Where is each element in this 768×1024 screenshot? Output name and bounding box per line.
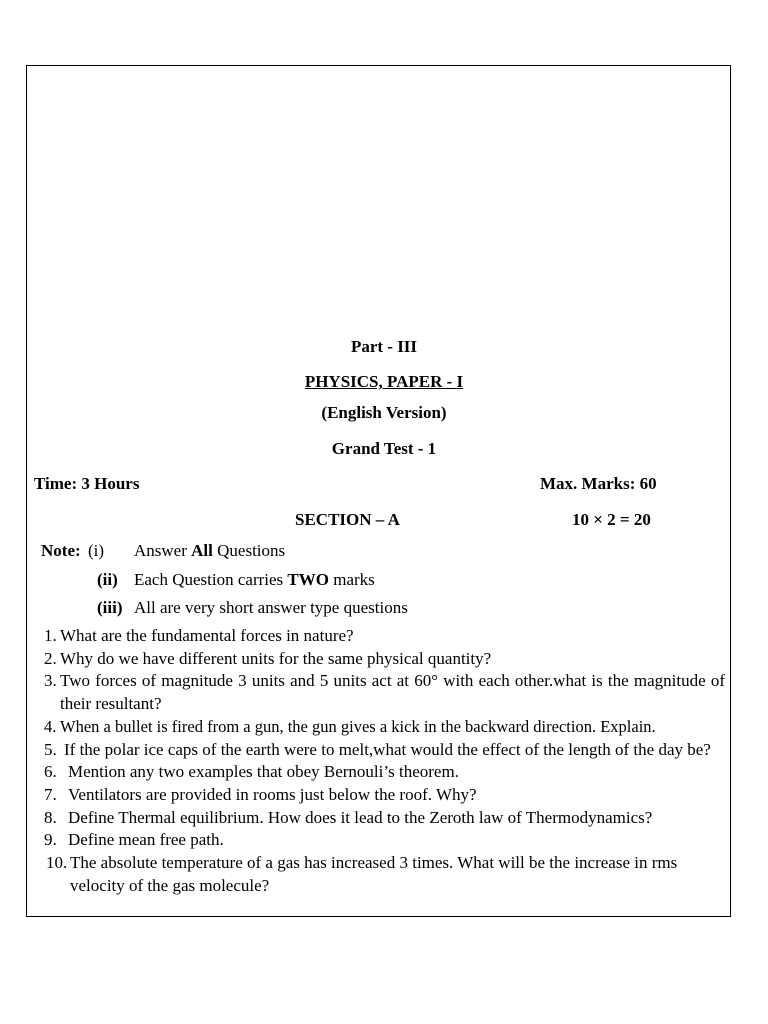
part-heading: Part - III [350, 337, 418, 356]
question-text: Two forces of magnitude 3 units and 5 units act at 60° with each other.what is the magnitude of their resultant? [60, 671, 725, 714]
note-item-2-num: (ii) [97, 570, 118, 589]
question-text: Define Thermal equilibrium. How does it lead to the Zeroth law of Thermodynamics? [68, 807, 653, 827]
note-item-1-pre: Answer [134, 541, 192, 560]
question-item [44, 716, 725, 739]
note-item-1-num: (i) [88, 541, 105, 560]
question-item [44, 829, 725, 852]
question-number: 1. [44, 626, 57, 645]
note-item-3-pre: All are very short answer type questions [134, 598, 408, 617]
section-marks: 10 × 2 = 20 [572, 510, 651, 529]
paper-heading: PHYSICS, PAPER - I [304, 372, 464, 391]
question-list [44, 625, 725, 897]
test-heading: Grand Test - 1 [331, 439, 437, 458]
version-heading: (English Version) [321, 403, 447, 422]
question-number: 8. [44, 807, 57, 827]
note-item-3 [134, 598, 408, 618]
question-text: Ventilators are provided in rooms just below the roof. Why? [68, 784, 477, 804]
question-item [44, 625, 725, 648]
question-text: The absolute temperature of a gas has increased 3 times. What will be the increase in rms velocity of the gas molecule? [70, 853, 678, 895]
question-text: Mention any two examples that obey Bernouli’s theorem. [68, 762, 459, 782]
question-text: If the polar ice caps of the earth were to melt,what would the effect of the length of the day be? [64, 739, 711, 759]
note-item-1 [134, 541, 285, 561]
question-item [44, 784, 725, 807]
section-heading: SECTION – A [295, 510, 400, 529]
note-label: Note: [41, 541, 81, 560]
note-item-1-post: Questions [212, 541, 286, 560]
question-text: Why do we have different units for the same physical quantity? [60, 648, 492, 668]
max-marks-label: Max. Marks: 60 [540, 474, 657, 493]
question-item [44, 739, 725, 762]
time-label: Time: 3 Hours [34, 474, 140, 493]
question-number: 3. [44, 671, 57, 691]
question-item [44, 761, 725, 784]
question-item [46, 852, 725, 897]
paper-heading-wrap [0, 372, 768, 392]
question-text: When a bullet is fired from a gun, the gun gives a kick in the backward direction. Explain. [60, 716, 656, 736]
question-number: 5. [44, 739, 57, 759]
note-item-2-post: marks [328, 570, 375, 589]
question-number: 4. [44, 716, 57, 736]
question-number: 10. [46, 853, 68, 873]
question-number: 7. [44, 784, 57, 804]
question-item [44, 648, 725, 671]
note-item-2-pre: Each Question carries [134, 570, 288, 589]
question-text: Define mean free path. [68, 830, 224, 850]
question-number: 6. [44, 762, 57, 782]
question-text: What are the fundamental forces in nature? [60, 626, 354, 645]
note-item-1-bold: All [191, 541, 213, 560]
note-item-2-bold: TWO [287, 570, 329, 589]
question-item [44, 807, 725, 830]
question-item [44, 670, 725, 715]
note-item-3-num: (iii) [97, 598, 123, 617]
question-number: 9. [44, 830, 57, 850]
note-item-2 [134, 570, 375, 590]
question-number: 2. [44, 648, 57, 668]
